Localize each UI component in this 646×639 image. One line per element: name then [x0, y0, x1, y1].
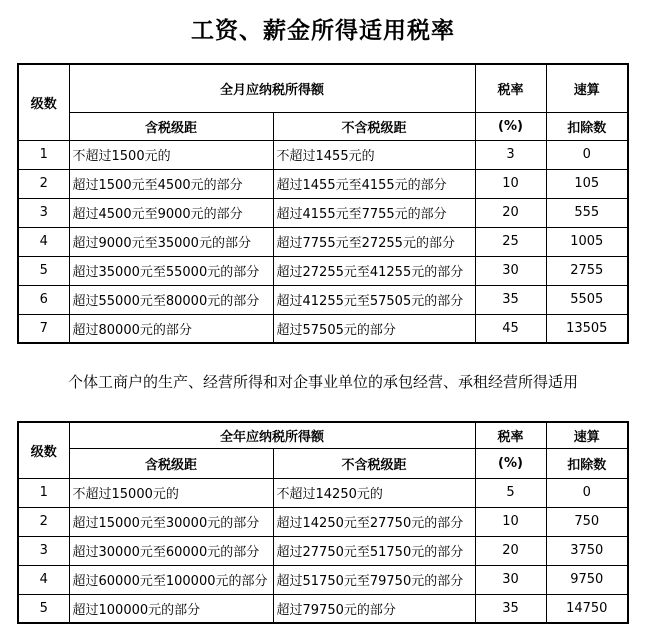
table-row: [18, 285, 628, 314]
header-cell-with-tax: 含税级距: [69, 448, 273, 478]
cell-without-tax: 超过1455元至4155元的部分: [273, 169, 475, 198]
cell-level: 6: [18, 285, 69, 314]
doc-subtitle: 个体工商户的生产、经营所得和对企事业单位的承包经营、承租经营所得适用: [67, 373, 578, 391]
header-cell-without-tax: 不含税级距: [273, 112, 475, 140]
cell-without-tax: 超过41255元至57505元的部分: [273, 285, 475, 314]
cell-without-tax: 超过79750元的部分: [273, 594, 475, 623]
table-row: [18, 140, 628, 169]
header-cell-rate-pct: (%): [475, 448, 546, 478]
header-cell-deduct2: 扣除数: [546, 112, 628, 140]
table-row: [18, 227, 628, 256]
table-row: [18, 536, 628, 565]
cell-deduction: 0: [546, 478, 628, 507]
header-cell-rate: 税率: [475, 422, 546, 448]
header-cell-deduct: 速算: [546, 64, 628, 112]
cell-without-tax: 超过7755元至27255元的部分: [273, 227, 475, 256]
header-cell-deduct: 速算: [546, 422, 628, 448]
cell-rate: 20: [475, 198, 546, 227]
cell-with-tax: 不超过1500元的: [69, 140, 273, 169]
cell-with-tax: 超过30000元至60000元的部分: [69, 536, 273, 565]
cell-rate: 3: [475, 140, 546, 169]
cell-with-tax: 超过15000元至30000元的部分: [69, 507, 273, 536]
header-cell-deduct2: 扣除数: [546, 448, 628, 478]
cell-without-tax: 超过27750元至51750元的部分: [273, 536, 475, 565]
cell-deduction: 14750: [546, 594, 628, 623]
cell-rate: 10: [475, 507, 546, 536]
cell-with-tax: 超过9000元至35000元的部分: [69, 227, 273, 256]
cell-level: 7: [18, 314, 69, 343]
cell-level: 2: [18, 169, 69, 198]
header-cell-rate: 税率: [475, 64, 546, 112]
cell-rate: 25: [475, 227, 546, 256]
cell-without-tax: 超过4155元至7755元的部分: [273, 198, 475, 227]
cell-level: 5: [18, 256, 69, 285]
cell-deduction: 0: [546, 140, 628, 169]
cell-deduction: 555: [546, 198, 628, 227]
table-header-row: [18, 422, 628, 448]
cell-with-tax: 超过100000元的部分: [69, 594, 273, 623]
cell-rate: 30: [475, 256, 546, 285]
doc-title: 工资、薪金所得适用税率: [191, 18, 455, 44]
cell-deduction: 5505: [546, 285, 628, 314]
cell-deduction: 13505: [546, 314, 628, 343]
cell-deduction: 2755: [546, 256, 628, 285]
cell-rate: 45: [475, 314, 546, 343]
cell-level: 5: [18, 594, 69, 623]
cell-deduction: 3750: [546, 536, 628, 565]
cell-level: 4: [18, 565, 69, 594]
cell-without-tax: 超过27255元至41255元的部分: [273, 256, 475, 285]
cell-without-tax: 超过14250元至27750元的部分: [273, 507, 475, 536]
cell-with-tax: 超过60000元至100000元的部分: [69, 565, 273, 594]
cell-with-tax: 超过4500元至9000元的部分: [69, 198, 273, 227]
cell-deduction: 9750: [546, 565, 628, 594]
cell-deduction: 1005: [546, 227, 628, 256]
table-row: [18, 565, 628, 594]
cell-level: 3: [18, 198, 69, 227]
table-header-row: [18, 64, 628, 112]
header-cell-income: 全月应纳税所得额: [69, 64, 475, 112]
cell-with-tax: 不超过15000元的: [69, 478, 273, 507]
cell-rate: 35: [475, 285, 546, 314]
table-row: [18, 478, 628, 507]
cell-with-tax: 超过35000元至55000元的部分: [69, 256, 273, 285]
cell-without-tax: 不超过14250元的: [273, 478, 475, 507]
cell-deduction: 750: [546, 507, 628, 536]
cell-without-tax: 超过57505元的部分: [273, 314, 475, 343]
cell-level: 1: [18, 478, 69, 507]
header-cell-with-tax: 含税级距: [69, 112, 273, 140]
cell-rate: 35: [475, 594, 546, 623]
table-header-row: [18, 112, 628, 140]
header-cell-level: 级数: [18, 64, 69, 140]
header-cell-income: 全年应纳税所得额: [69, 422, 475, 448]
cell-rate: 5: [475, 478, 546, 507]
cell-rate: 20: [475, 536, 546, 565]
business-tax-table: [17, 421, 629, 624]
cell-level: 4: [18, 227, 69, 256]
cell-deduction: 105: [546, 169, 628, 198]
cell-without-tax: 不超过1455元的: [273, 140, 475, 169]
cell-rate: 30: [475, 565, 546, 594]
cell-level: 1: [18, 140, 69, 169]
table-row: [18, 314, 628, 343]
cell-with-tax: 超过80000元的部分: [69, 314, 273, 343]
cell-rate: 10: [475, 169, 546, 198]
header-cell-level: 级数: [18, 422, 69, 478]
cell-without-tax: 超过51750元至79750元的部分: [273, 565, 475, 594]
table-row: [18, 256, 628, 285]
table-row: [18, 198, 628, 227]
salary-tax-table: [17, 63, 629, 344]
cell-with-tax: 超过1500元至4500元的部分: [69, 169, 273, 198]
table-row: [18, 169, 628, 198]
cell-level: 2: [18, 507, 69, 536]
table-row: [18, 594, 628, 623]
cell-with-tax: 超过55000元至80000元的部分: [69, 285, 273, 314]
table-row: [18, 507, 628, 536]
cell-level: 3: [18, 536, 69, 565]
header-cell-without-tax: 不含税级距: [273, 448, 475, 478]
header-cell-rate-pct: (%): [475, 112, 546, 140]
table-header-row: [18, 448, 628, 478]
